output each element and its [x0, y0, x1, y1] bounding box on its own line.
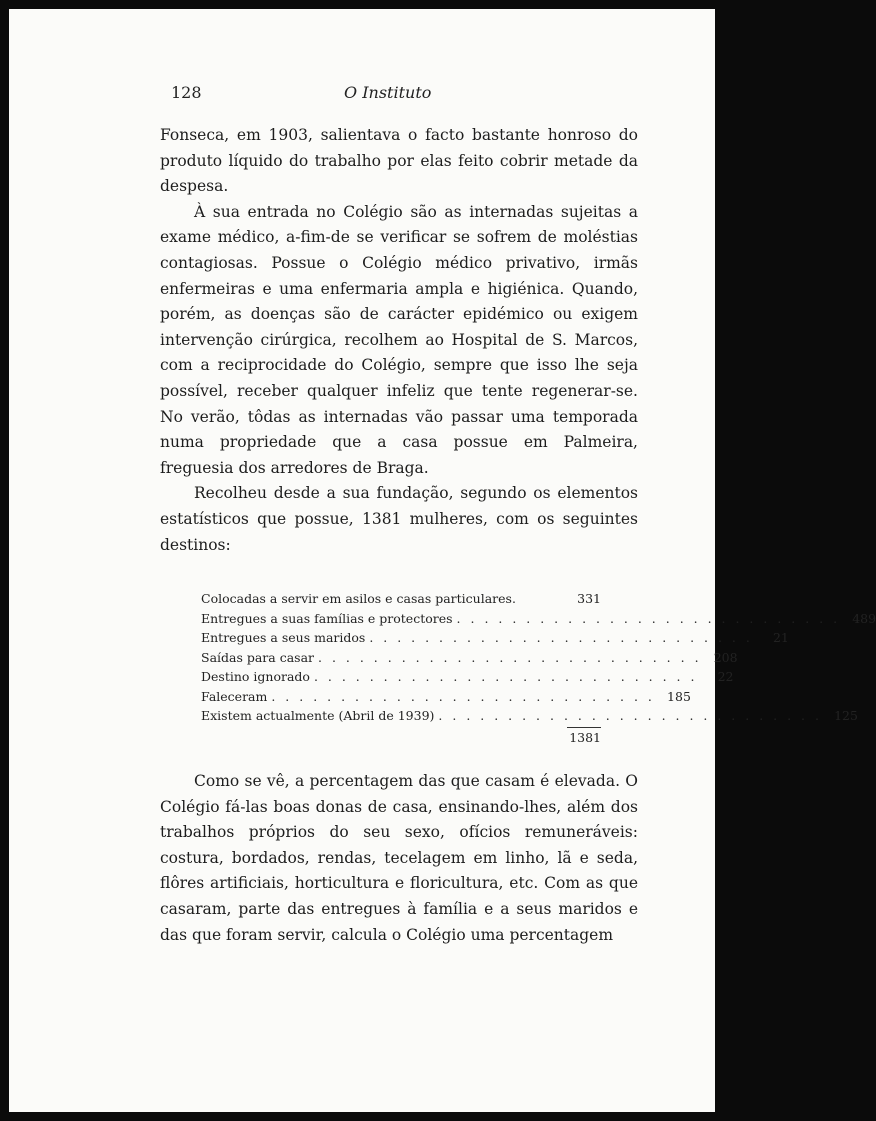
row-label: Entregues a seus maridos: [201, 630, 366, 645]
row-label: Entregues a suas famílias e protectores: [201, 610, 453, 626]
table-row: [201, 648, 738, 668]
row-value: 208: [713, 649, 738, 665]
table-row: [201, 687, 691, 707]
destinations-table: [201, 589, 876, 747]
leader-dots: . . . . . . . . . . . . . . . . . . . . . . . . . . . .: [369, 630, 753, 645]
leader-dots: . . . . . . . . . . . . . . . . . . . . . . . . . . . .: [438, 708, 822, 723]
paragraph-3: Recolheu desde a sua fundação, segundo os elementos estatísticos que possue, 1381 mulheres, com os seguintes destinos:: [160, 484, 638, 554]
leader-dots: . . . . . . . . . . . . . . . . . . . . . . . . . . . .: [271, 688, 655, 704]
book-page: [9, 9, 876, 1112]
paragraph-2: À sua entrada no Colégio são as internadas sujeitas a exame médico, a-fim-de se verificar se sofrem de moléstias contagiosas. Possue o Colégio médico privativo, irmãs enfermeiras e uma enfermaria ampla e higiénica. Quando, porém, as doenças são de carácter epidémico ou exigem intervenção cirúrgica, recolhem ao Hospital de S. Marcos, com a reciprocidade do Colégio, sempre que isso lhe seja possível, receber qualquer infeliz que tente regenerar-se. No verão, tôdas as internadas vão passar uma temporada numa propriedade que a casa possue em Palmeira, freguesia dos arredores de Braga.: [160, 202, 638, 477]
paragraph-4: Como se vê, a percentagem das que casam é elevada. O Colégio fá-las boas donas de casa, ensinando-lhes, além dos trabalhos próprios do seu sexo, ofícios remuneráveis: costura, bordados, rendas, tecelagem em linho, lã e seda, flôres artificiais, horticultura e floricultura, etc. Com as que casaram, parte das entregues à família e a seus maridos e das que foram servir, calcula o Colégio uma percentagem: [160, 772, 638, 944]
leader-dots: . . . . . . . . . . . . . . . . . . . . . . . . . . . .: [313, 669, 698, 684]
row-value: 21: [772, 630, 789, 645]
body-text-top: [160, 123, 638, 558]
table-row: [201, 667, 734, 687]
leader-dots: . . . . . . . . . . . . . . . . . . . . . . . . . . . .: [456, 610, 841, 626]
body-text-bottom: [160, 769, 638, 948]
table-total-row: [201, 726, 601, 748]
row-label: Existem actualmente (Abril de 1939): [201, 708, 435, 723]
table-row: [201, 628, 789, 648]
table-total: 1381: [567, 727, 601, 748]
row-value: 125: [834, 708, 858, 723]
paragraph-1: Fonseca, em 1903, salientava o facto bastante honroso do produto líquido do trabalho por elas feito cobrir metade da despesa.: [160, 126, 638, 196]
table-row: [201, 706, 858, 726]
row-value: 185: [667, 688, 691, 704]
row-label: Destino ignorado: [201, 669, 310, 684]
row-value: 331: [577, 591, 601, 606]
table-row: [201, 609, 876, 629]
table-row: [201, 589, 601, 609]
row-value: 22: [717, 669, 734, 684]
page-number: 128: [171, 83, 202, 102]
row-label: Faleceram: [201, 688, 268, 704]
leader-dots: . . . . . . . . . . . . . . . . . . . . . . . . . . . .: [318, 649, 702, 665]
row-value: 489: [852, 610, 876, 626]
row-label: Saídas para casar: [201, 649, 315, 665]
row-label: Colocadas a servir em asilos e casas particulares.: [201, 591, 516, 606]
running-title: O Instituto: [344, 83, 432, 102]
